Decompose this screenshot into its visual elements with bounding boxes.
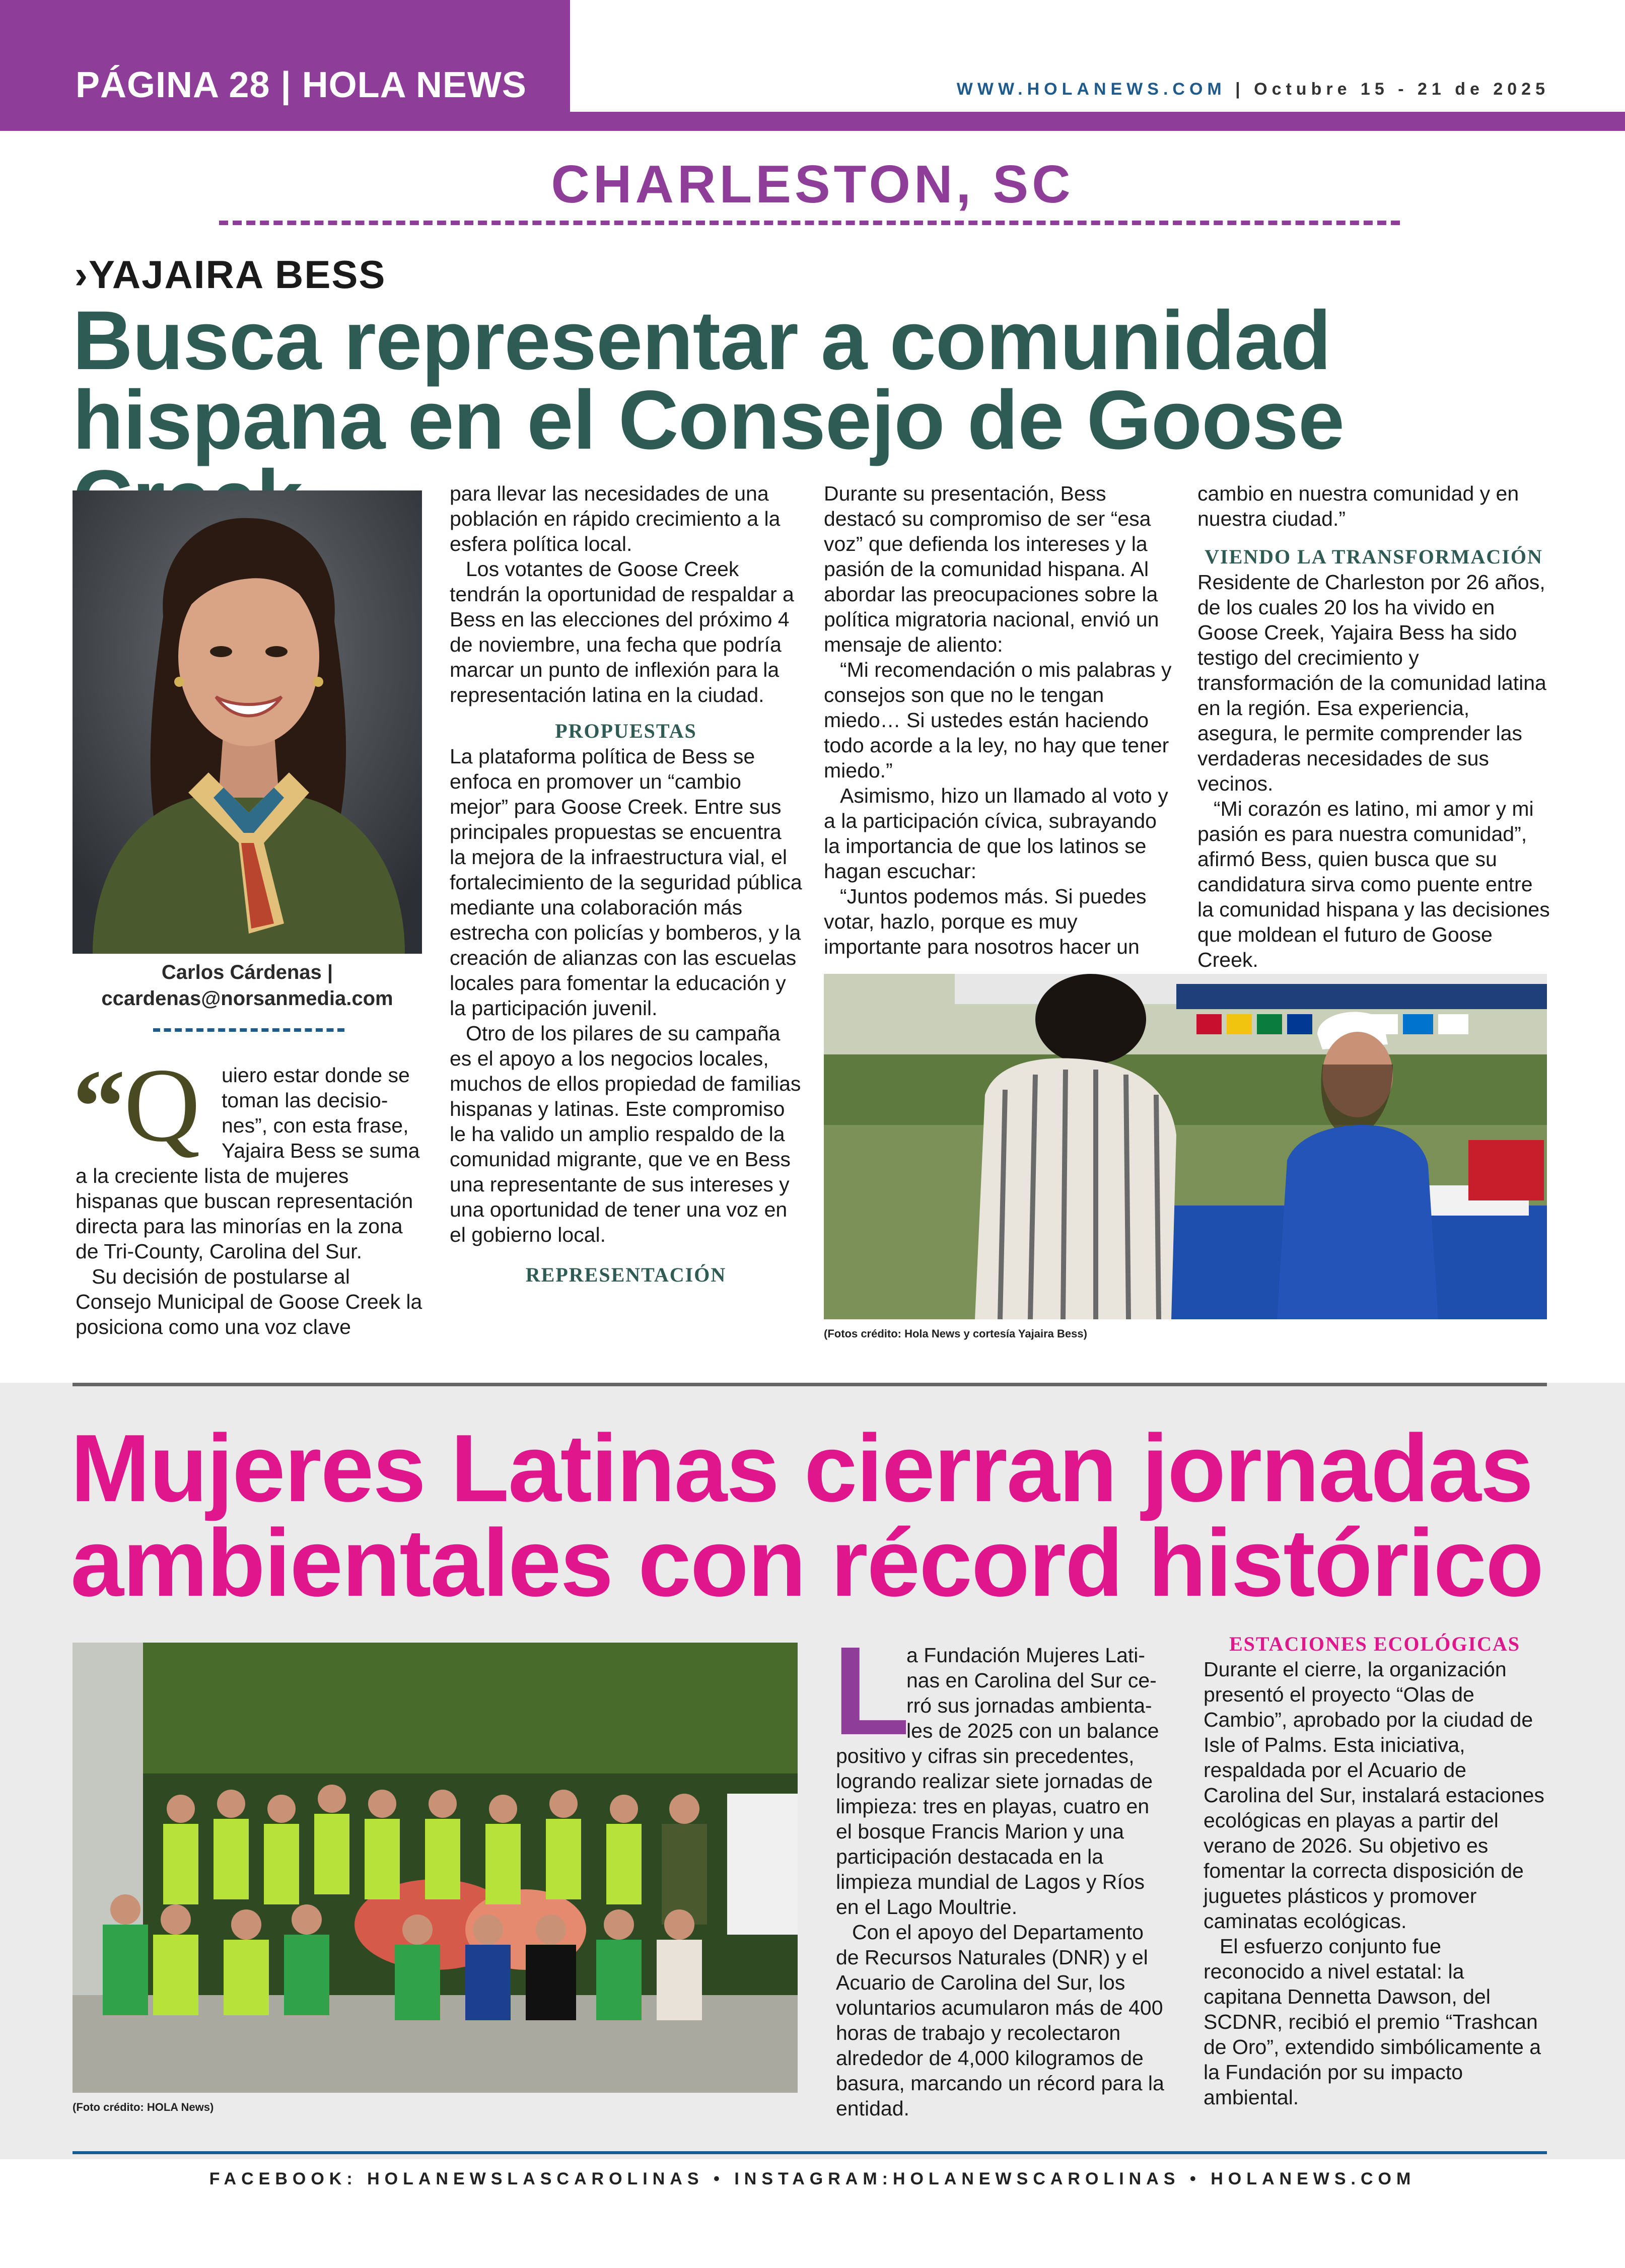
paragraph: Durante su presentación, Bess destacó su compromiso de ser “esa voz” que defienda los intereses y la pasión de la comunidad hispana. Al abordar las preocupaciones sobre la política migratoria nacional, envió un mensaje de aliento: (824, 482, 1159, 656)
section-title: CHARLESTON, SC (551, 155, 1074, 214)
story1-col3 (824, 481, 1176, 959)
story2-headline-line2: ambientales con récord histórico (70, 1510, 1543, 1616)
story1-col1-lead (222, 1062, 423, 1163)
lead-line: uiero estar donde se (222, 1064, 410, 1087)
paragraph: El esfuerzo conjunto fue reconocido a nivel estatal: la capitana Dennetta Dawson, del SCDNR, recibió el premio “Trashcan de Oro”, extendido simbólicamente a la Fundación por su impacto ambiental. (1204, 1935, 1541, 2109)
page-label: PÁGINA 28 | HOLA NEWS (76, 65, 527, 105)
subhead-estaciones-ecologicas: ESTACIONES ECOLÓGICAS (1229, 1633, 1521, 1655)
story1-headline-line2: hispana en el Consejo de Goose (73, 374, 1345, 467)
story2-col2 (1204, 1632, 1546, 2110)
paragraph: positivo y cifras sin precedentes, logrando realizar siete jornadas de limpieza: tres en playas, cuatro en el bosque Francis Marion y una participación destacada en la limpieza mundial de Lagos y Ríos en el Lago Moultrie. (836, 1744, 1153, 1919)
section-divider (219, 221, 1400, 225)
photo-caption: (Foto crédito: HOLA News) (73, 2101, 214, 2113)
paragraph: “Mi recomendación o mis palabras y consejos son que no le tengan miedo… Si ustedes están haciendo todo acorde a la ley, no hay que tener miedo.” (824, 658, 1172, 782)
subhead-viendo-la-transformacion: VIENDO LA TRANSFORMACIÓN (1205, 545, 1543, 568)
byline-divider (153, 1028, 344, 1032)
paragraph: La plataforma política de Bess se enfoca en promover un “cambio mejor” para Goose Creek. Entre sus principales propuestas se encuentra la mejora de la infraestructura vial, el fortalecimiento de la seguridad pública mediante una colaboración más estrecha con policías y bomberos, y la creación de alianzas con las escuelas locales para fomentar la educación y la participación juvenil. (450, 745, 802, 1020)
volunteers-group-photo (73, 1643, 798, 2093)
story2-headline (70, 1415, 1581, 1616)
story2-col1 (836, 1743, 1168, 2121)
drop-cap-l: L (833, 1620, 910, 1761)
story1-col2 (450, 481, 802, 1288)
photo-caption: (Fotos crédito: Hola News y cortesía Yajaira Bess) (824, 1327, 1087, 1340)
footer-rule (73, 2151, 1547, 2154)
paragraph: para llevar las necesidades de una población en rápido crecimiento a la esfera política local. (450, 482, 781, 555)
candidate-portrait (73, 490, 422, 954)
subhead-representacion: REPRESENTACIÓN (525, 1263, 727, 1286)
issue-date: Octubre 15 - 21 de 2025 (1254, 80, 1549, 99)
paragraph: Residente de Charleston por 26 años, de los cuales 20 los ha vivido en Goose Creek, Yajaira Bess ha sido testigo del crecimiento y transformación de la comunidad latina en la región. Esa experiencia, asegura, le permite comprender las verdaderas necesidades de sus vecinos. (1197, 571, 1546, 795)
campaign-event-photo (824, 974, 1547, 1319)
header-info (957, 80, 1549, 99)
header-separator: | (1226, 80, 1254, 99)
drop-quote-mark: “ (73, 1048, 125, 1165)
paragraph: Los votantes de Goose Creek tendrán la oportunidad de respaldar a Bess en las elecciones del próximo 4 de noviembre, una fecha que podría marcar un punto de inflexión para la representación latina en la ciudad. (450, 557, 794, 706)
lead-line: rró sus jornadas ambienta- (906, 1694, 1152, 1717)
lead-line: Yajaira Bess se suma (222, 1139, 420, 1162)
byline-name: Carlos Cárdenas | (161, 961, 333, 983)
story2-col1-lead (906, 1643, 1168, 1743)
lead-line: toman las decisio- (222, 1089, 388, 1112)
story2-headline-line1: Mujeres Latinas cierran jornadas (70, 1415, 1533, 1522)
paragraph: “Mi corazón es latino, mi amor y mi pasión es para nuestra comunidad”, afirmó Bess, quien busca que su candidatura sirva como puente entre la comunidad hispana y las decisiones que moldean el futuro de Goose Creek. (1197, 797, 1550, 971)
story1-col4 (1197, 481, 1550, 972)
paragraph: a la creciente lista de mujeres hispanas que buscan representación directa para las minorías en la zona de Tri-County, Carolina del Sur. (76, 1164, 413, 1263)
lead-line: nas en Carolina del Sur ce- (906, 1669, 1157, 1692)
subhead-propuestas: PROPUESTAS (555, 720, 697, 742)
footer-social-links[interactable]: FACEBOOK: HOLANEWSLASCAROLINAS • INSTAGRAM:HOLANEWSCAROLINAS • HOLANEWS.COM (209, 2169, 1416, 2188)
story2-top-rule (73, 1383, 1547, 1386)
website-url[interactable]: WWW.HOLANEWS.COM (956, 80, 1226, 99)
story1-col1 (76, 1163, 423, 1339)
story1-kicker: ›YAJAIRA BESS (75, 252, 386, 297)
paragraph: cambio en nuestra comunidad y en nuestra ciudad.” (1197, 482, 1519, 530)
paragraph: Otro de los pilares de su campaña es el apoyo a los negocios locales, muchos de ellos propiedad de familias hispanas y latinas. Este compromiso le ha valido un amplio respaldo de la comunidad migrante, que ve en Bess una representante de sus intereses y una oportunidad de tener una voz en el gobierno local. (450, 1022, 801, 1246)
drop-cap-q: Q (124, 1047, 200, 1164)
paragraph: Asimismo, hizo un llamado al voto y a la participación cívica, subrayando la importancia de que los latinos se hagan escuchar: (824, 784, 1168, 883)
paragraph: Su decisión de postularse al Consejo Municipal de Goose Creek la posiciona como una voz clave (76, 1265, 422, 1338)
byline-email[interactable]: ccardenas@norsanmedia.com (101, 987, 393, 1010)
paragraph: Durante el cierre, la organización presentó el proyecto “Olas de Cambio”, aprobado por la ciudad de Isle of Palms. Esta iniciativa, respaldada por el Acuario de Carolina del Sur, instalará estaciones ecológicas en playas a partir del verano de 2026. Su objetivo es fomentar la correcta disposición de juguetes plásticos y promover caminatas ecológicas. (1204, 1658, 1544, 1933)
paragraph: “Juntos podemos más. Si puedes votar, hazlo, porque es muy importante para nosotros hacer un (824, 885, 1147, 958)
lead-line: nes”, con esta frase, (222, 1114, 409, 1137)
lead-line: a Fundación Mujeres Lati- (906, 1644, 1146, 1667)
paragraph: Con el apoyo del Departamento de Recursos Naturales (DNR) y el Acuario de Carolina del Sur, los voluntarios acumularon más de 400 horas de trabajo y recolectaron alrededor de 4,000 kilogramos de basura, marcando un récord para la entidad. (836, 1921, 1164, 2120)
byline (73, 959, 422, 1012)
story1-headline-line1: Busca representar a comunidad (73, 294, 1331, 387)
header-bar (0, 112, 1625, 131)
lead-line: les de 2025 con un balance (906, 1719, 1159, 1742)
